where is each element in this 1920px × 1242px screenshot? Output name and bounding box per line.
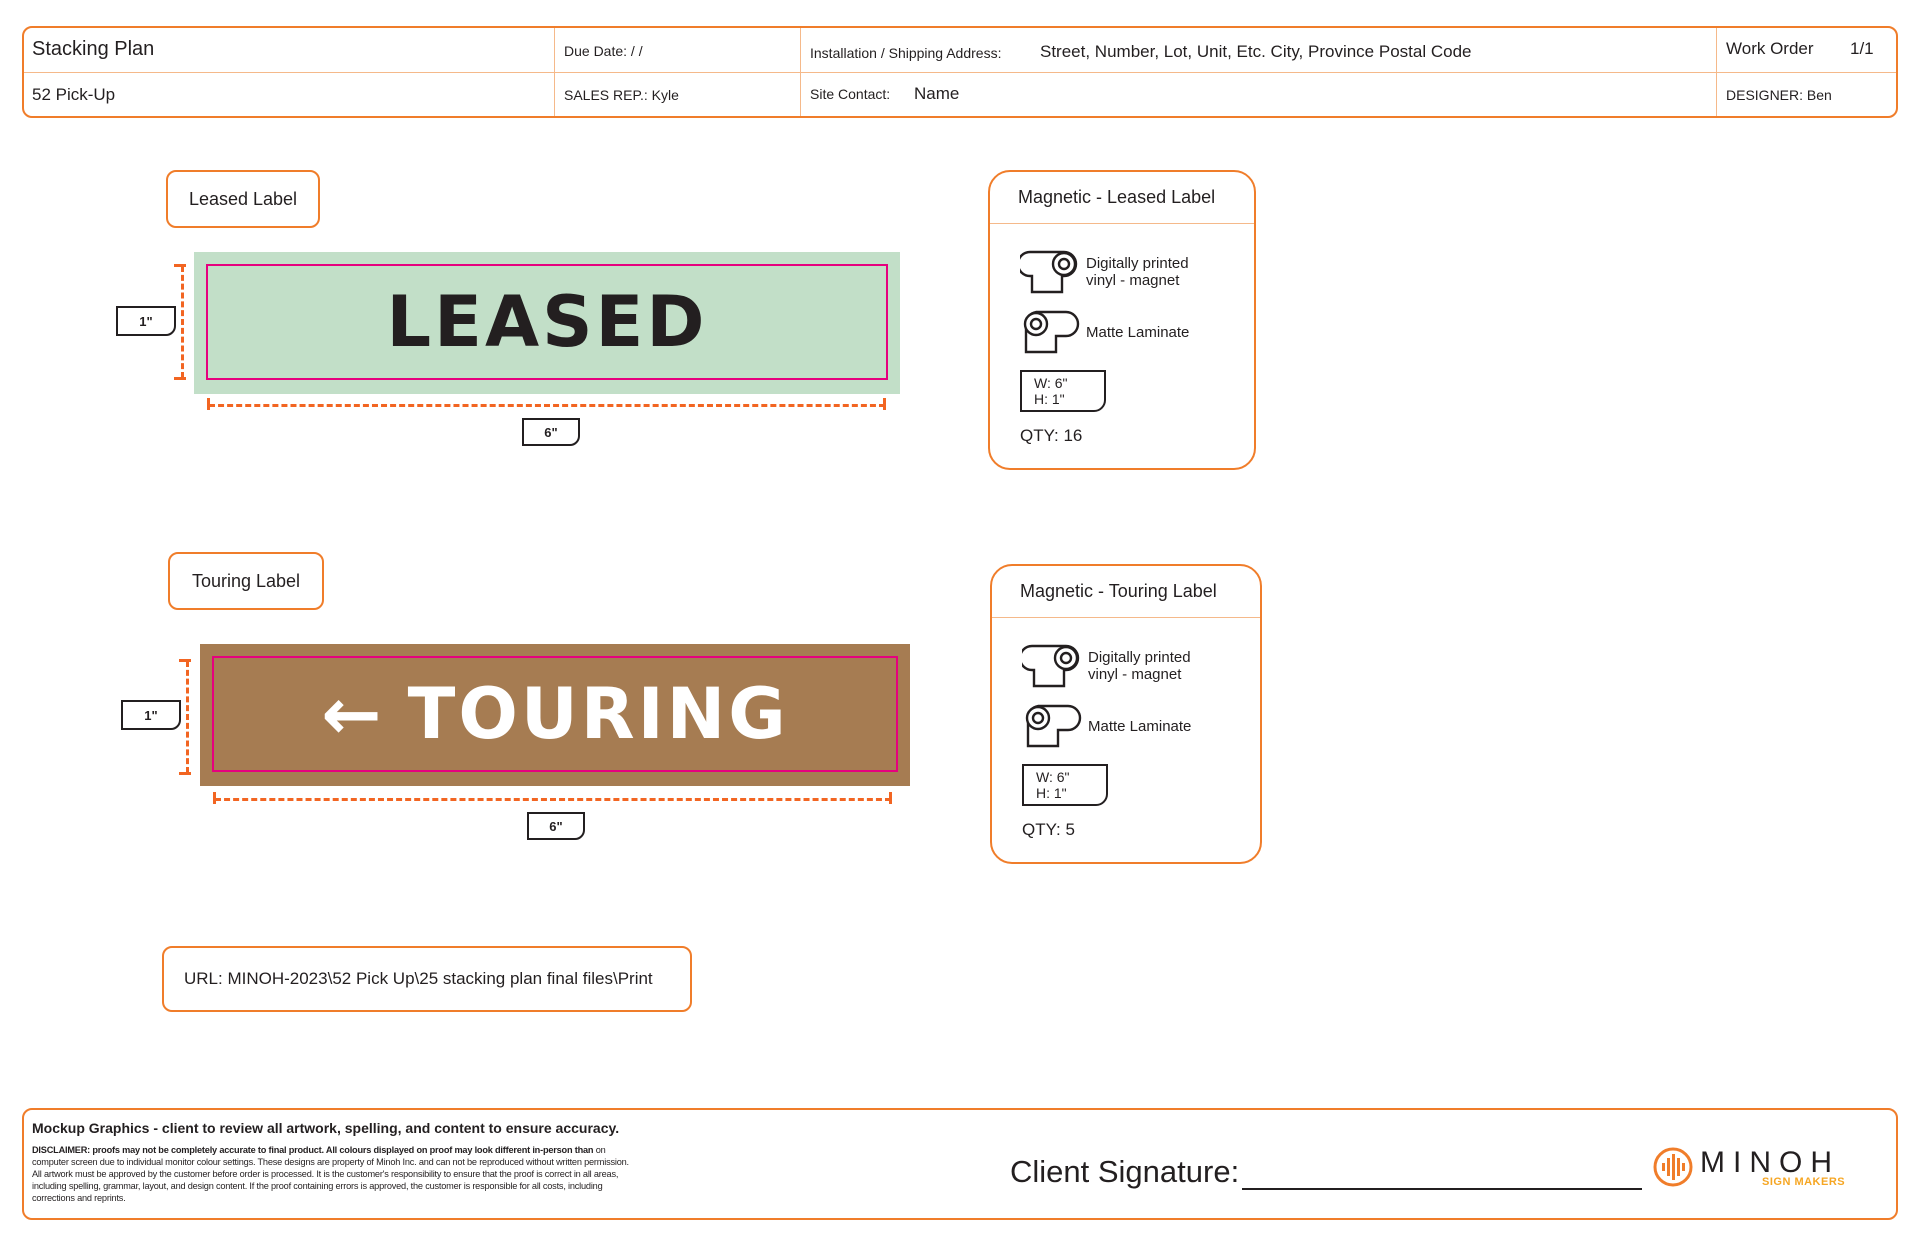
finish-text: Matte Laminate xyxy=(1088,717,1192,735)
leased-label-tag-text: Leased Label xyxy=(188,188,298,209)
material-text xyxy=(1086,255,1189,289)
width-dimension-value: 6" xyxy=(549,818,563,834)
height-dimension-tag xyxy=(116,306,176,336)
height-dimension-value: 1" xyxy=(144,707,158,723)
material-line: vinyl - magnet xyxy=(1086,272,1180,289)
designer: DESIGNER: Ben xyxy=(1726,87,1832,103)
address-value: Street, Number, Lot, Unit, Etc. City, Province Postal Code xyxy=(1040,42,1472,61)
dimension-tick xyxy=(889,792,892,804)
client-signature-label: Client Signature: xyxy=(1010,1154,1240,1189)
dimension-tick xyxy=(883,398,886,410)
touring-bleed-line xyxy=(212,656,898,772)
vinyl-roll-icon xyxy=(1022,642,1082,690)
logo-tagline: SIGN MAKERS xyxy=(1762,1176,1846,1188)
material-row xyxy=(1020,248,1189,296)
leased-sign-text: LEASED xyxy=(386,281,708,363)
leased-bleed-line xyxy=(206,264,888,380)
size-box xyxy=(1022,764,1108,806)
height-dimension-tag xyxy=(121,700,181,730)
touring-card-title: Magnetic - Touring Label xyxy=(992,566,1260,618)
vinyl-roll-icon xyxy=(1020,248,1080,296)
size-width: W: 6" xyxy=(1034,375,1068,391)
finish-text: Matte Laminate xyxy=(1086,323,1190,341)
disclaimer-body: on computer screen due to individual monitor colour settings. These designs are property of Minoh Inc. and can not be reproduced without written permission. All artwork must be approved by the customer before order is processed. It is the customer's responsibility to ensure that the proof is correct in all areas, including spelling, grammar, layout, and design content. If the proof containing errors is approved, the customer is responsible for all costs, including corrections and reprints. xyxy=(32,1145,629,1203)
leased-sign xyxy=(194,252,900,394)
file-path-box xyxy=(162,946,692,1012)
width-dimension-line xyxy=(209,404,885,407)
material-row xyxy=(1022,642,1191,690)
touring-sign-text: TOURING xyxy=(407,673,789,755)
touring-label-tag-text: Touring Label xyxy=(191,570,301,591)
quantity: QTY: 5 xyxy=(1022,820,1075,839)
leased-spec-card xyxy=(988,170,1256,470)
height-dimension-value: 1" xyxy=(139,313,153,329)
file-path: URL: MINOH-2023\52 Pick Up\25 stacking plan final files\Print xyxy=(184,969,653,988)
laminate-roll-icon xyxy=(1020,308,1080,356)
height-dimension-line xyxy=(181,266,184,378)
dimension-tick xyxy=(179,772,191,775)
logo-wordmark: MINOH xyxy=(1700,1146,1840,1179)
signature-line[interactable] xyxy=(1242,1188,1642,1190)
width-dimension-tag xyxy=(527,812,585,840)
document-title: Stacking Plan xyxy=(32,38,155,60)
material-text xyxy=(1088,649,1191,683)
due-date: Due Date: / / xyxy=(564,43,643,59)
leased-label-tag xyxy=(166,170,320,228)
size-height: H: 1" xyxy=(1036,785,1067,801)
footer-title: Mockup Graphics - client to review all artwork, spelling, and content to ensure accuracy. xyxy=(32,1120,620,1136)
address-label: Installation / Shipping Address: xyxy=(810,45,1002,61)
page-number: 1/1 xyxy=(1850,39,1874,58)
finish-row xyxy=(1022,702,1191,750)
arrow-left-icon: ← xyxy=(321,672,382,756)
touring-sign xyxy=(200,644,910,786)
width-dimension-line xyxy=(215,798,891,801)
laminate-roll-icon xyxy=(1022,702,1082,750)
dimension-tick xyxy=(174,264,186,267)
finish-row xyxy=(1020,308,1189,356)
dimension-tick xyxy=(174,377,186,380)
title-block-col-divider xyxy=(800,28,801,116)
width-dimension-value: 6" xyxy=(544,424,558,440)
project-name: 52 Pick-Up xyxy=(32,85,116,104)
touring-spec-card xyxy=(990,564,1262,864)
title-block-col-divider xyxy=(1716,28,1717,116)
width-dimension-tag xyxy=(522,418,580,446)
sales-rep: SALES REP.: Kyle xyxy=(564,87,679,103)
disclaimer-head: DISCLAIMER: proofs may not be completely accurate to final product. All colours displayed on proof may look different in-person than xyxy=(32,1145,594,1155)
size-height: H: 1" xyxy=(1034,391,1065,407)
footer xyxy=(22,1108,1898,1220)
site-contact-label: Site Contact: xyxy=(810,86,891,102)
disclaimer xyxy=(32,1144,632,1204)
title-block-divider xyxy=(24,72,1896,73)
minoh-logo-icon xyxy=(1652,1146,1694,1188)
title-block-col-divider xyxy=(554,28,555,116)
material-line: Digitally printed xyxy=(1088,649,1191,666)
material-line: vinyl - magnet xyxy=(1088,666,1182,683)
size-box xyxy=(1020,370,1106,412)
work-order-label: Work Order xyxy=(1726,39,1814,58)
dimension-tick xyxy=(179,659,191,662)
touring-label-tag xyxy=(168,552,324,610)
site-contact-value: Name xyxy=(914,84,960,103)
size-width: W: 6" xyxy=(1036,769,1070,785)
leased-card-title: Magnetic - Leased Label xyxy=(990,172,1254,224)
quantity: QTY: 16 xyxy=(1020,426,1083,445)
title-block xyxy=(22,26,1898,118)
height-dimension-line xyxy=(186,661,189,773)
material-line: Digitally printed xyxy=(1086,255,1189,272)
